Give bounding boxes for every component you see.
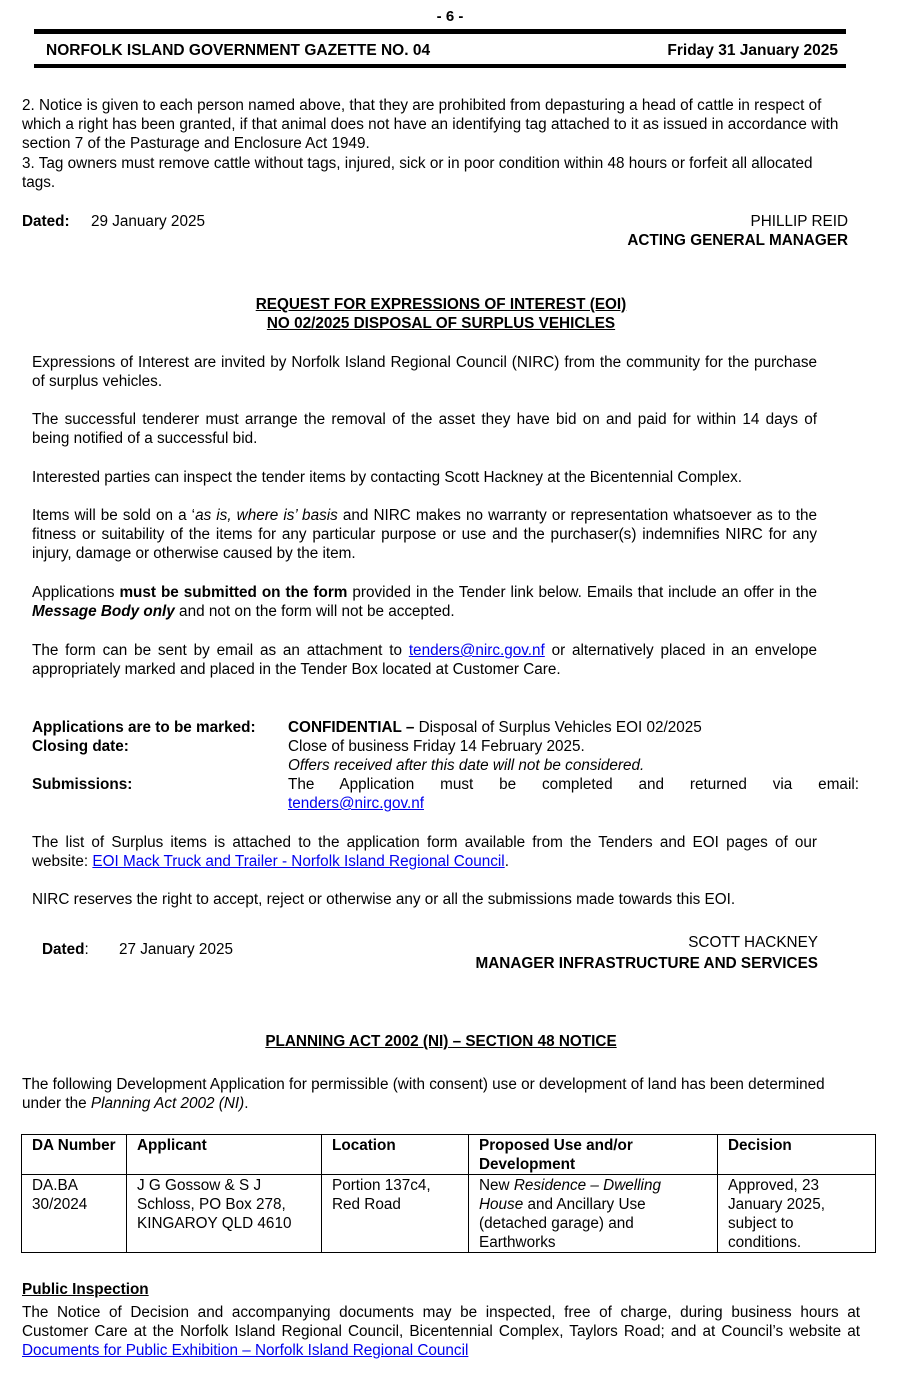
eoi-para-5-pre: Applications [32, 584, 120, 601]
header-proposed-use: Proposed Use and/or Development [469, 1135, 718, 1175]
eoi-para-3: Interested parties can inspect the tender items by contacting Scott Hackney at the Bicentennial Complex. [32, 469, 742, 486]
public-inspection-body: The Notice of Decision and accompanying documents may be inspected, free of charge, during business hours at Customer Care at the Norfolk Island Regional Council, Bicentennial Complex, Taylors Road; and at Council’s website at [22, 1304, 860, 1340]
cell-use-italic: Residence – Dwelling House [479, 1177, 661, 1213]
eoi-para-6-post: or alternatively placed in an envelope appropriately marked and placed in the Tender Box located at Customer Care. [32, 642, 817, 678]
eoi-para-1: Expressions of Interest are invited by Norfolk Island Regional Council (NIRC) from the community for the purchase of surplus vehicles. [32, 354, 817, 390]
da-table [21, 1134, 876, 1253]
closing-value: Close of business Friday 14 February 2025. [288, 738, 585, 755]
submissions-email-link[interactable]: tenders@nirc.gov.nf [288, 795, 424, 812]
public-inspection-text [22, 1303, 860, 1360]
cattle-notice-para-3: 3. Tag owners must remove cattle without tags, injured, sick or in poor condition within 48 hours or forfeit all allocated tags. [22, 155, 813, 191]
cattle-signatory-title: ACTING GENERAL MANAGER [627, 232, 848, 249]
eoi-title-line-1: REQUEST FOR EXPRESSIONS OF INTEREST (EOI) [255, 296, 627, 313]
eoi-dated-label: Dated [42, 941, 85, 958]
da-table-header-row [22, 1135, 876, 1175]
eoi-para-4 [32, 506, 817, 563]
eoi-para-7-pre: The list of Surplus items is attached to the application form available from the Tenders and EOI pages of our website: [32, 834, 817, 870]
header-rule-bottom [34, 64, 846, 68]
eoi-para-7-post: . [504, 853, 509, 870]
public-exhibition-link[interactable]: Documents for Public Exhibition – Norfolk Island Regional Council [22, 1342, 469, 1359]
planning-intro-post: . [244, 1095, 249, 1112]
cattle-signatory-name: PHILLIP REID [750, 213, 848, 230]
closing-note: Offers received after this date will not be considered. [288, 757, 645, 774]
tenders-email-link[interactable]: tenders@nirc.gov.nf [408, 642, 545, 659]
eoi-para-4-post: and NIRC makes no warranty or representation whatsoever as to the fitness or suitability of the items for any particular purpose or use and the purchaser(s) indemnifies NIRC for any injury, damage or otherwise caused by the item. [32, 507, 817, 562]
cattle-dated-label: Dated: [22, 213, 70, 230]
planning-title: PLANNING ACT 2002 (NI) – SECTION 48 NOTICE [265, 1033, 617, 1050]
marked-confidential: CONFIDENTIAL – [288, 719, 415, 736]
eoi-para-5-mid: provided in the Tender link below. Emails that include an offer in the [347, 584, 818, 601]
eoi-para-8: NIRC reserves the right to accept, reject or otherwise any or all the submissions made towards this EOI. [32, 891, 736, 908]
cell-decision: Approved, 23 January 2025, subject to conditions. [718, 1175, 876, 1253]
header-location: Location [322, 1135, 469, 1175]
eoi-dated [42, 940, 89, 959]
cell-location: Portion 137c4, Red Road [322, 1175, 469, 1253]
header-applicant: Applicant [127, 1135, 322, 1175]
eoi-para-5 [32, 583, 817, 621]
eoi-para-5-bolditalic: Message Body only [32, 603, 175, 620]
eoi-dated-colon: : [84, 941, 89, 958]
header-da-number: DA Number [22, 1135, 127, 1175]
eoi-para-5-post: and not on the form will not be accepted. [174, 603, 455, 620]
header-rule-top [34, 29, 846, 34]
marked-value [288, 718, 702, 737]
page-number: - 6 - [436, 8, 464, 25]
marked-label: Applications are to be marked: [32, 719, 256, 736]
public-inspection-heading: Public Inspection [22, 1281, 149, 1298]
cell-da-number: DA.BA 30/2024 [22, 1175, 127, 1253]
submissions-label: Submissions: [32, 776, 133, 793]
cattle-dated-value: 29 January 2025 [91, 213, 205, 230]
planning-intro-italic: Planning Act 2002 (NI) [90, 1095, 245, 1112]
planning-intro [22, 1075, 844, 1113]
eoi-para-4-italic: as is, where is’ basis [195, 507, 338, 524]
eoi-para-2: The successful tenderer must arrange the removal of the asset they have bid on and paid for within 14 days of being notified of a successful bid. [32, 411, 817, 447]
eoi-para-7 [32, 833, 817, 871]
submissions-value: The Application must be completed and returned via email: [288, 776, 859, 793]
eoi-signatory-name: SCOTT HACKNEY [688, 934, 818, 951]
cell-applicant: J G Gossow & S J Schloss, PO Box 278, KINGAROY QLD 4610 [127, 1175, 322, 1253]
eoi-title-line-2: NO 02/2025 DISPOSAL OF SURPLUS VEHICLES [266, 315, 616, 332]
eoi-signatory-title: MANAGER INFRASTRUCTURE AND SERVICES [475, 955, 818, 972]
closing-label: Closing date: [32, 738, 129, 755]
eoi-para-6-pre: The form can be sent by email as an attachment to [32, 642, 409, 659]
eoi-mack-truck-link[interactable]: EOI Mack Truck and Trailer - Norfolk Island Regional Council [92, 853, 505, 870]
planning-intro-pre: The following Development Application for permissible (with consent) use or development of land has been determined under the [22, 1076, 825, 1112]
header-decision: Decision [718, 1135, 876, 1175]
cell-use-post: and Ancillary Use (detached garage) and Earthworks [479, 1196, 646, 1251]
gazette-date: Friday 31 January 2025 [667, 42, 838, 59]
marked-description: Disposal of Surplus Vehicles EOI 02/2025 [414, 719, 702, 736]
eoi-para-5-bold: must be submitted on the form [119, 584, 348, 601]
cell-use-pre: New [479, 1177, 514, 1194]
gazette-title: NORFOLK ISLAND GOVERNMENT GAZETTE NO. 04 [46, 42, 431, 59]
eoi-para-6 [32, 641, 817, 679]
eoi-para-4-pre: Items will be sold on a ‘ [32, 507, 196, 524]
cattle-notice-para-2: 2. Notice is given to each person named above, that they are prohibited from depasturing a head of cattle in respect of which a right has been granted, if that animal does not have an identifying tag attached to it as issued in accordance with section 7 of the Pasturage and Enclosure Act 1949. [22, 97, 839, 152]
cell-proposed-use [469, 1175, 718, 1253]
table-row [22, 1175, 876, 1253]
eoi-dated-value: 27 January 2025 [119, 941, 233, 958]
